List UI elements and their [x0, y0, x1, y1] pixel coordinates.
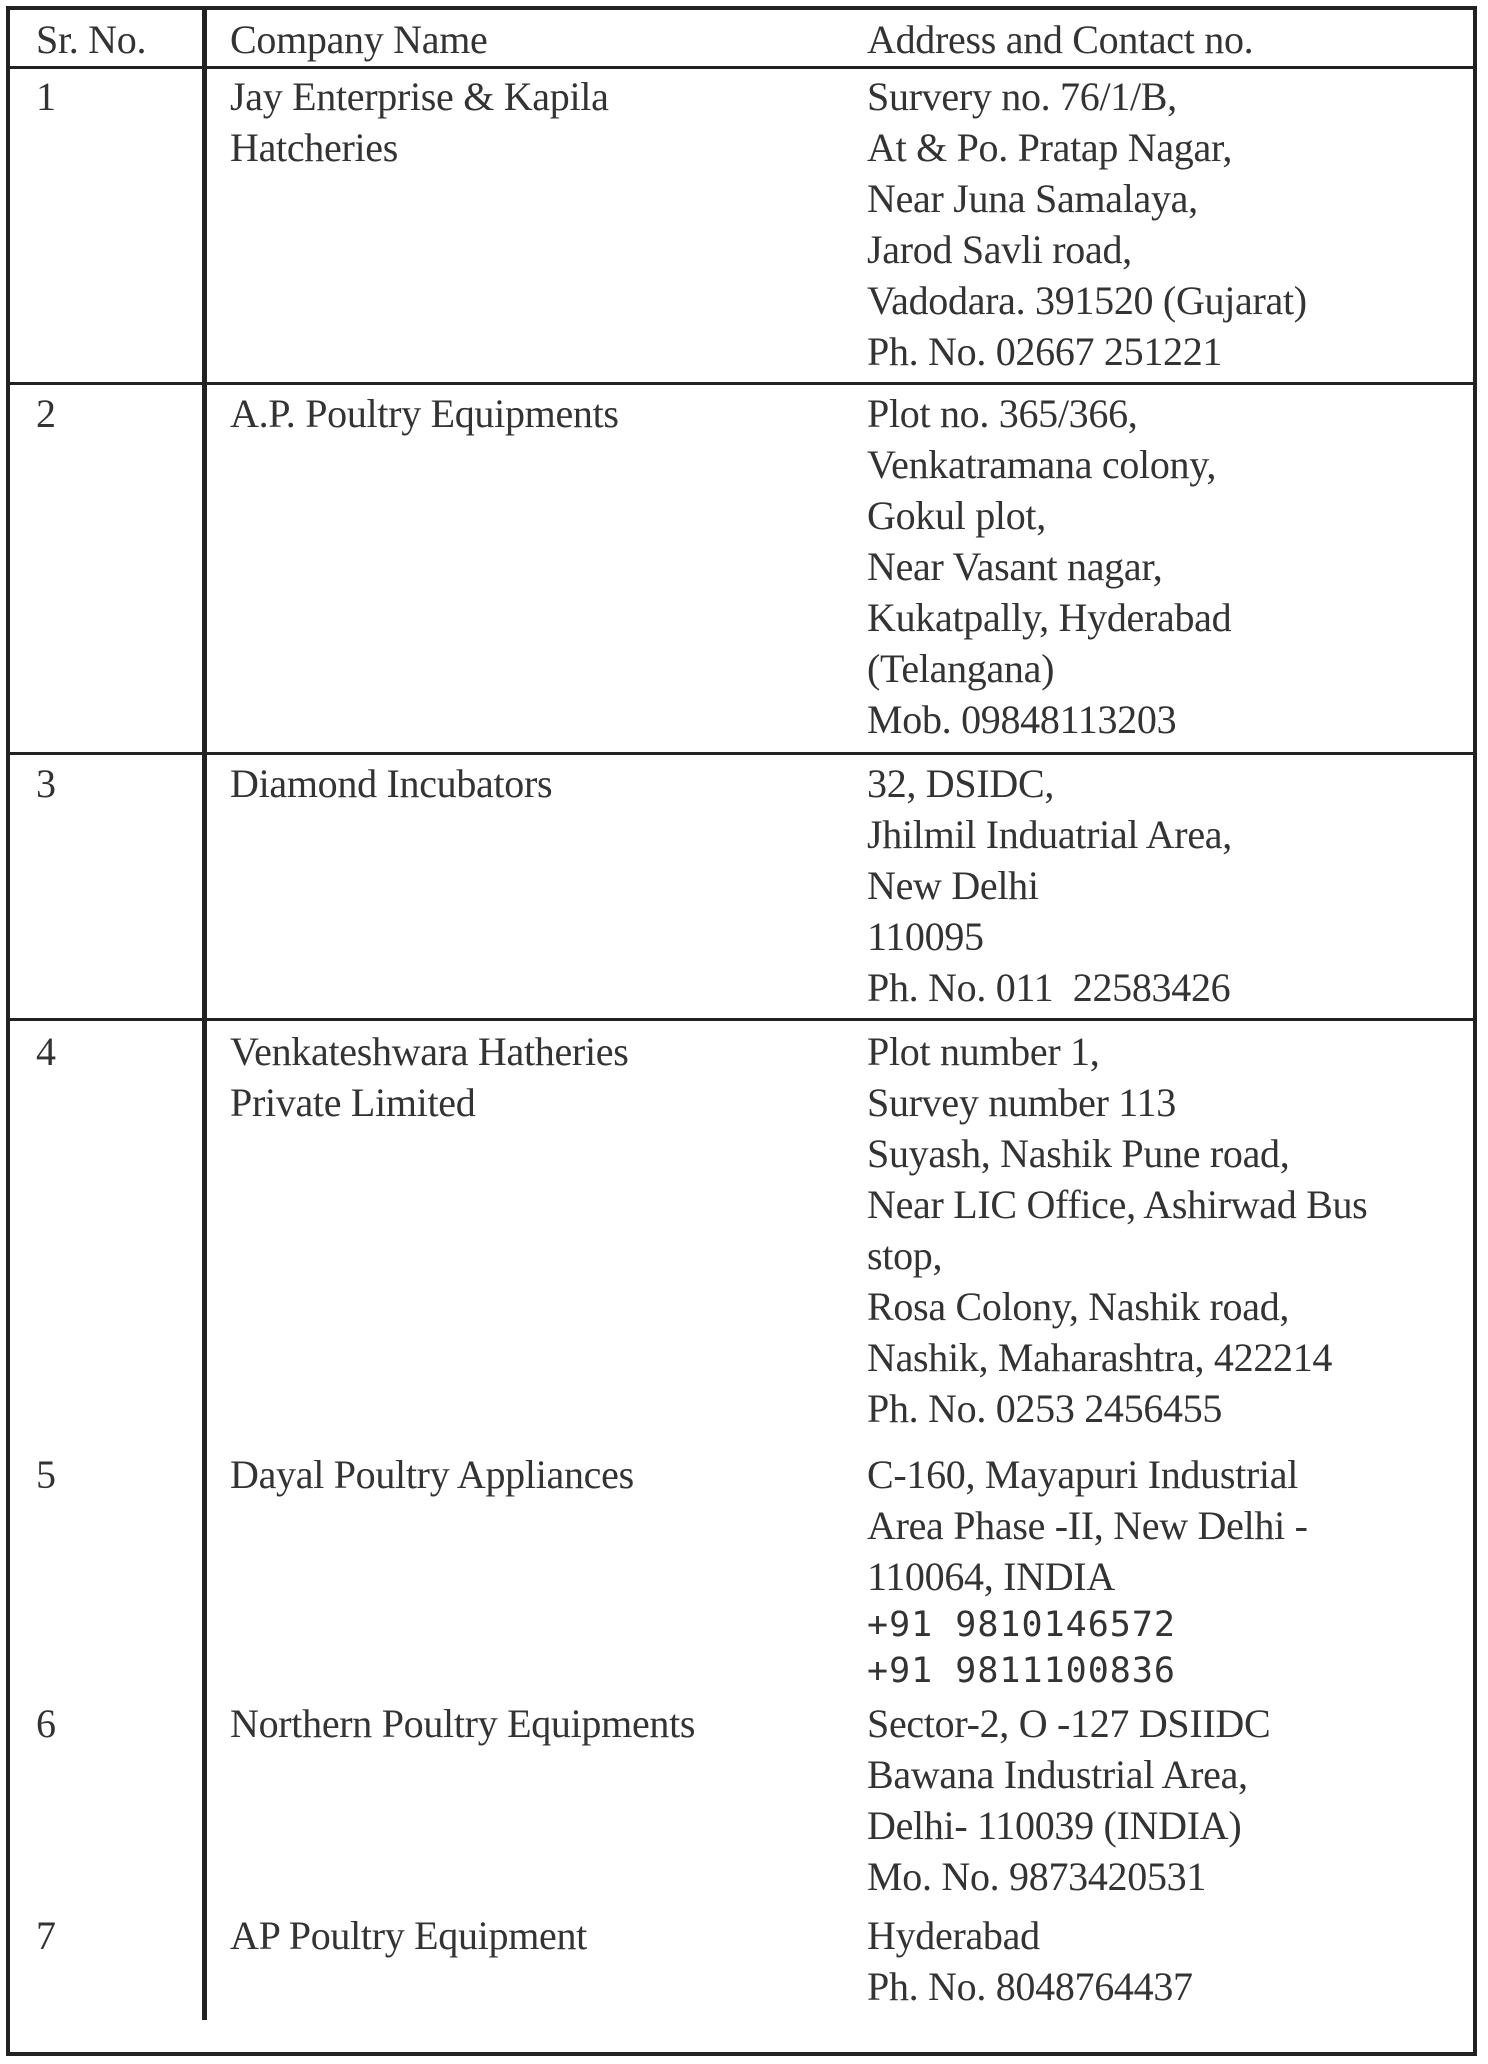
address-line: Venkatramana colony, [867, 442, 1217, 487]
column-divider [202, 6, 207, 2020]
table-row-2-sr: 2 [36, 391, 56, 436]
address-line: Kukatpally, Hyderabad [867, 595, 1232, 640]
address-line: Delhi- 110039 (INDIA) [867, 1803, 1242, 1848]
address-line: At & Po. Pratap Nagar, [867, 125, 1233, 170]
header-divider [6, 66, 1477, 69]
table-row-6-address [867, 1698, 1270, 1902]
table-row-3-name [230, 758, 552, 809]
header-company-name: Company Name [230, 17, 488, 62]
row-divider [6, 752, 1477, 755]
address-line: Suyash, Nashik Pune road, [867, 1131, 1290, 1176]
address-line: 110095 [867, 914, 984, 959]
address-line: 32, DSIDC, [867, 761, 1055, 806]
table-row-4-sr: 4 [36, 1029, 56, 1074]
company-name-line: AP Poultry Equipment [230, 1913, 587, 1958]
table-row-3-address [867, 758, 1232, 1013]
company-name-line: Hatcheries [230, 125, 399, 170]
address-line: Plot number 1, [867, 1029, 1100, 1074]
address-line: Jarod Savli road, [867, 227, 1132, 272]
company-name-line: Northern Poultry Equipments [230, 1701, 696, 1746]
table-row-4-address [867, 1026, 1367, 1434]
table-row-2-address [867, 388, 1231, 745]
address-line: Gokul plot, [867, 493, 1046, 538]
address-line: Bawana Industrial Area, [867, 1752, 1248, 1797]
address-line: Hyderabad [867, 1913, 1040, 1958]
address-line: Vadodara. 391520 (Gujarat) [867, 278, 1307, 323]
phone-line: +91 9810146572 [867, 1605, 1177, 1645]
company-name-line: A.P. Poultry Equipments [230, 391, 619, 436]
address-line: Ph. No. 0253 2456455 [867, 1386, 1223, 1431]
address-line: Mo. No. 9873420531 [867, 1854, 1207, 1899]
address-line: Rosa Colony, Nashik road, [867, 1284, 1290, 1329]
company-name-line: Diamond Incubators [230, 761, 553, 806]
table-row-5-address [867, 1449, 1308, 1694]
row-divider [6, 382, 1477, 385]
address-line: Ph. No. 8048764437 [867, 1964, 1193, 2009]
table-row-1-address [867, 71, 1307, 377]
table-row-4-name [230, 1026, 628, 1128]
table-row-7-address [867, 1910, 1193, 2012]
address-line: Survey number 113 [867, 1080, 1176, 1125]
phone-line: +91 9811100836 [867, 1651, 1177, 1691]
address-line: C-160, Mayapuri Industrial [867, 1452, 1299, 1497]
table-row-3-sr: 3 [36, 761, 56, 806]
company-name-line: Private Limited [230, 1080, 476, 1125]
company-name-line: Dayal Poultry Appliances [230, 1452, 634, 1497]
table-row-1-sr: 1 [36, 74, 56, 119]
header-address: Address and Contact no. [867, 17, 1254, 62]
company-name-line: Jay Enterprise & Kapila [230, 74, 609, 119]
table-row-6-name [230, 1698, 695, 1749]
table-row-2-name [230, 388, 619, 439]
table-row-7-name [230, 1910, 587, 1961]
address-line: Survery no. 76/1/B, [867, 74, 1177, 119]
address-line: Near Vasant nagar, [867, 544, 1163, 589]
address-line: Ph. No. 011 22583426 [867, 965, 1231, 1010]
address-line: 110064, INDIA [867, 1554, 1115, 1599]
table-row-6-sr: 6 [36, 1701, 56, 1746]
address-line: New Delhi [867, 863, 1039, 908]
address-line: Nashik, Maharashtra, 422214 [867, 1335, 1333, 1380]
address-line: Jhilmil Induatrial Area, [867, 812, 1232, 857]
header-sr-no: Sr. No. [36, 17, 147, 62]
address-line: stop, [867, 1233, 943, 1278]
address-line: Mob. 09848113203 [867, 697, 1177, 742]
address-line: Near Juna Samalaya, [867, 176, 1198, 221]
table-row-5-sr: 5 [36, 1452, 56, 1497]
company-name-line: Venkateshwara Hatheries [230, 1029, 629, 1074]
address-line: Plot no. 365/366, [867, 391, 1138, 436]
table-row-7-sr: 7 [36, 1913, 56, 1958]
row-divider [6, 1018, 1477, 1021]
table-row-5-name [230, 1449, 634, 1500]
address-line: Sector-2, O -127 DSIIDC [867, 1701, 1271, 1746]
address-line: (Telangana) [867, 646, 1055, 691]
address-line: Near LIC Office, Ashirwad Bus [867, 1182, 1368, 1227]
address-line: Area Phase -II, New Delhi - [867, 1503, 1308, 1548]
address-line: Ph. No. 02667 251221 [867, 329, 1223, 374]
table-row-1-name [230, 71, 609, 173]
